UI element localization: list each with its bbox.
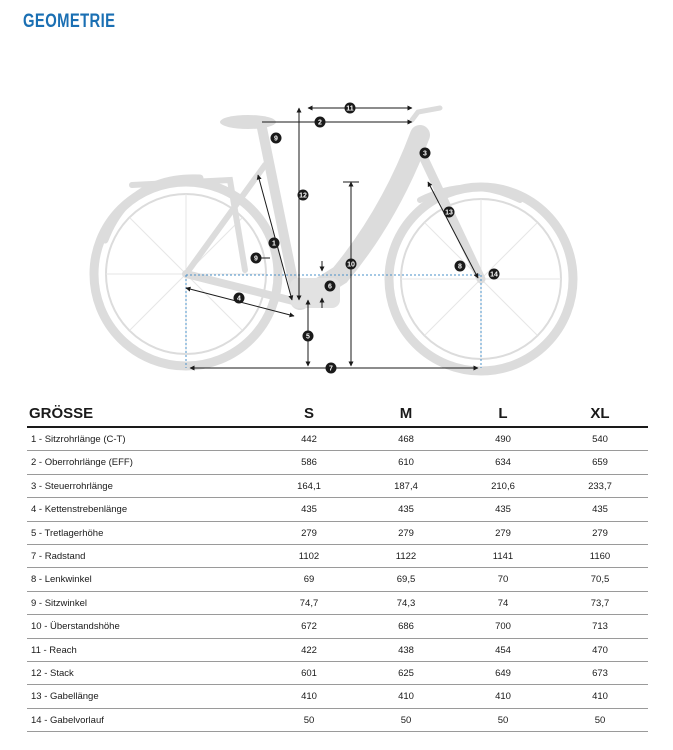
row-label: 11 - Reach bbox=[31, 644, 77, 656]
stem-handlebar bbox=[412, 108, 440, 120]
value-s: 672 bbox=[301, 621, 317, 633]
value-s: 50 bbox=[303, 714, 315, 726]
row-label: 2 - Oberrohrlänge (EFF) bbox=[31, 457, 133, 469]
value-m: 468 bbox=[398, 434, 414, 445]
svg-text:2: 2 bbox=[318, 119, 322, 127]
value-m: 435 bbox=[398, 504, 414, 516]
row-label: 12 - Stack bbox=[31, 667, 74, 679]
value-xl: 435 bbox=[592, 504, 608, 516]
callout-4 bbox=[234, 293, 245, 304]
value-xl: 540 bbox=[592, 434, 608, 445]
value-l: 210,6 bbox=[491, 480, 515, 492]
svg-text:4: 4 bbox=[237, 295, 241, 303]
svg-text:14: 14 bbox=[490, 271, 498, 279]
value-s: 279 bbox=[301, 527, 317, 539]
header-size: GRÖSSE bbox=[29, 405, 94, 422]
table-row bbox=[27, 615, 648, 638]
value-xl: 279 bbox=[592, 527, 608, 539]
svg-text:3: 3 bbox=[423, 150, 427, 158]
table-row bbox=[27, 451, 648, 474]
row-label: 7 - Radstand bbox=[31, 550, 86, 562]
header-l: L bbox=[498, 405, 508, 422]
header-s: S bbox=[303, 405, 314, 422]
value-xl: 470 bbox=[592, 644, 608, 656]
value-s: 586 bbox=[301, 457, 317, 469]
table-row bbox=[27, 592, 648, 615]
svg-text:10: 10 bbox=[347, 261, 355, 269]
value-m: 625 bbox=[398, 667, 414, 679]
svg-text:12: 12 bbox=[299, 192, 307, 200]
table-row bbox=[27, 685, 648, 708]
value-m: 187,4 bbox=[394, 480, 418, 492]
value-xl: 713 bbox=[592, 621, 608, 633]
value-m: 410 bbox=[398, 691, 414, 703]
table-header bbox=[27, 400, 648, 428]
value-l: 490 bbox=[495, 434, 511, 445]
table-row bbox=[27, 475, 648, 498]
table-row bbox=[27, 662, 648, 685]
row-label: 3 - Steuerrohrlänge bbox=[31, 480, 113, 492]
value-xl: 659 bbox=[592, 457, 608, 469]
callout-14 bbox=[489, 269, 500, 280]
value-m: 69,5 bbox=[396, 574, 416, 586]
value-l: 700 bbox=[495, 621, 511, 633]
value-l: 634 bbox=[495, 457, 511, 469]
dimension-lines bbox=[186, 105, 478, 368]
svg-text:5: 5 bbox=[306, 333, 310, 341]
value-s: 1102 bbox=[298, 550, 320, 562]
callout-12 bbox=[298, 190, 309, 201]
value-l: 649 bbox=[495, 667, 511, 679]
svg-text:6: 6 bbox=[328, 283, 332, 291]
page-title: GEOMETRIE bbox=[23, 11, 116, 32]
table-row bbox=[27, 428, 648, 451]
value-s: 422 bbox=[301, 644, 317, 656]
value-xl: 410 bbox=[592, 691, 608, 703]
geometry-table bbox=[27, 400, 648, 732]
row-label: 1 - Sitzrohrlänge (C-T) bbox=[31, 434, 126, 445]
table-row bbox=[27, 709, 648, 732]
value-xl: 50 bbox=[594, 714, 606, 726]
value-l: 454 bbox=[495, 644, 511, 656]
row-label: 13 - Gabellänge bbox=[31, 691, 99, 703]
callout-7 bbox=[326, 363, 337, 374]
callout-9-top bbox=[271, 133, 282, 144]
value-l: 410 bbox=[495, 691, 511, 703]
value-m: 610 bbox=[398, 457, 414, 469]
value-l: 50 bbox=[497, 714, 509, 726]
table-row bbox=[27, 639, 648, 662]
value-m: 438 bbox=[398, 644, 414, 656]
value-s: 74,7 bbox=[299, 597, 319, 609]
callout-10 bbox=[346, 259, 357, 270]
svg-text:7: 7 bbox=[329, 365, 333, 373]
callout-6 bbox=[325, 281, 336, 292]
value-l: 279 bbox=[495, 527, 511, 539]
callout-2 bbox=[315, 117, 326, 128]
value-l: 70 bbox=[497, 574, 509, 586]
callout-1 bbox=[269, 238, 280, 249]
bike-geometry-diagram bbox=[0, 40, 673, 380]
value-xl: 1160 bbox=[589, 550, 611, 562]
value-xl: 70,5 bbox=[590, 574, 610, 586]
value-m: 279 bbox=[398, 527, 414, 539]
value-s: 69 bbox=[303, 574, 315, 586]
value-m: 686 bbox=[398, 621, 414, 633]
value-s: 164,1 bbox=[297, 480, 321, 492]
table-row bbox=[27, 568, 648, 591]
bike-silhouette bbox=[94, 105, 573, 371]
callout-8 bbox=[455, 261, 466, 272]
callout-3 bbox=[420, 148, 431, 159]
row-label: 5 - Tretlagerhöhe bbox=[31, 527, 104, 539]
row-label: 9 - Sitzwinkel bbox=[31, 597, 87, 609]
row-label: 10 - Überstandshöhe bbox=[31, 621, 120, 633]
row-label: 8 - Lenkwinkel bbox=[31, 574, 92, 586]
svg-text:8: 8 bbox=[458, 263, 462, 271]
value-s: 435 bbox=[301, 504, 317, 516]
value-l: 435 bbox=[495, 504, 511, 516]
value-xl: 673 bbox=[592, 667, 608, 679]
value-m: 74,3 bbox=[396, 597, 416, 609]
svg-text:9: 9 bbox=[254, 255, 258, 263]
value-xl: 233,7 bbox=[588, 480, 612, 492]
callout-11 bbox=[345, 103, 356, 114]
table-row bbox=[27, 545, 648, 568]
callout-13 bbox=[444, 207, 455, 218]
table-row bbox=[27, 522, 648, 545]
value-m: 1122 bbox=[395, 550, 417, 562]
svg-text:13: 13 bbox=[445, 209, 453, 217]
svg-text:11: 11 bbox=[346, 105, 354, 113]
value-m: 50 bbox=[400, 714, 412, 726]
value-s: 442 bbox=[301, 434, 317, 445]
row-label: 14 - Gabelvorlauf bbox=[31, 714, 104, 726]
value-l: 1141 bbox=[492, 550, 514, 562]
header-xl: XL bbox=[590, 405, 610, 422]
value-l: 74 bbox=[497, 597, 509, 609]
value-xl: 73,7 bbox=[590, 597, 610, 609]
svg-text:1: 1 bbox=[272, 240, 276, 248]
value-s: 601 bbox=[301, 667, 317, 679]
svg-text:9: 9 bbox=[274, 135, 278, 143]
value-s: 410 bbox=[301, 691, 317, 703]
header-m: M bbox=[399, 405, 413, 422]
callout-9-bottom bbox=[251, 253, 262, 264]
table-row bbox=[27, 498, 648, 521]
callout-5 bbox=[303, 331, 314, 342]
row-label: 4 - Kettenstrebenlänge bbox=[31, 504, 128, 516]
